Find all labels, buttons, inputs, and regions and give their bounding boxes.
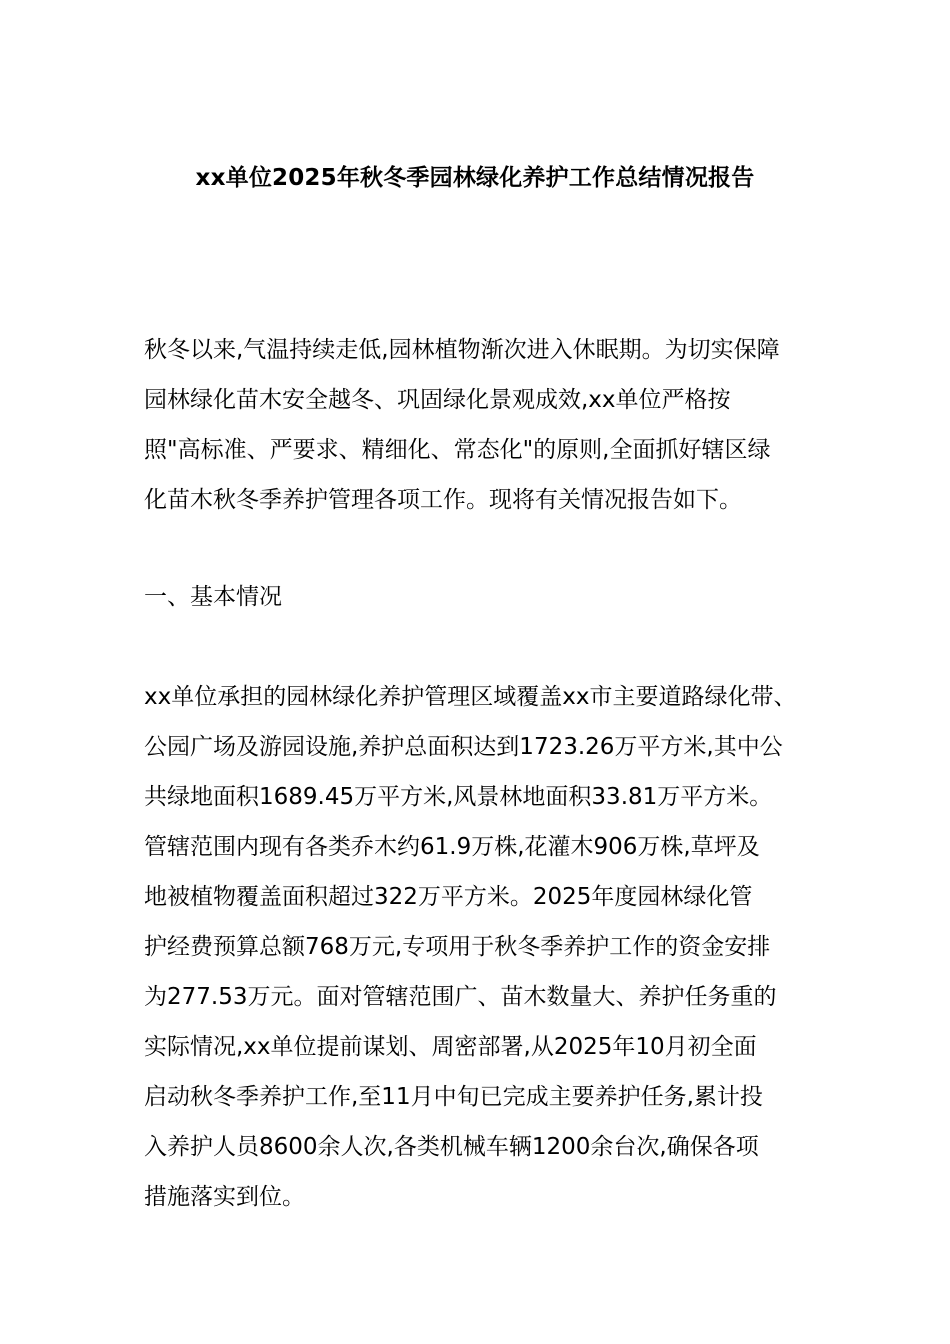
text-line: xx单位承担的园林绿化养护管理区域覆盖xx市主要道路绿化带、	[144, 684, 797, 710]
text-line: 实际情况,xx单位提前谋划、周密部署,从2025年10月初全面	[144, 1034, 757, 1060]
section-heading-text: 一、基本情况	[144, 584, 282, 610]
document-title: xx单位2025年秋冬季园林绿化养护工作总结情况报告	[195, 165, 755, 191]
section-heading-basic	[144, 572, 810, 622]
text-line: 秋冬以来,气温持续走低,园林植物渐次进入休眠期。为切实保障	[144, 337, 780, 363]
text-line: 管辖范围内现有各类乔木约61.9万株,花灌木906万株,草坪及	[144, 834, 760, 860]
text-line: 公园广场及游园设施,养护总面积达到1723.26万平方米,其中公	[144, 734, 783, 760]
text-line: 措施落实到位。	[144, 1184, 305, 1210]
basic-situation-paragraph	[144, 672, 810, 1222]
text-line: 护经费预算总额768万元,专项用于秋冬季养护工作的资金安排	[144, 934, 771, 960]
text-line: 照"高标准、严要求、精细化、常态化"的原则,全面抓好辖区绿	[144, 437, 771, 463]
text-line: 为277.53万元。面对管辖范围广、苗木数量大、养护任务重的	[144, 984, 777, 1010]
text-line: 化苗木秋冬季养护管理各项工作。现将有关情况报告如下。	[144, 487, 742, 513]
text-line: 园林绿化苗木安全越冬、巩固绿化景观成效,xx单位严格按	[144, 387, 731, 413]
text-line: 启动秋冬季养护工作,至11月中旬已完成主要养护任务,累计投	[144, 1084, 763, 1110]
text-line: 共绿地面积1689.45万平方米,风景林地面积33.81万平方米。	[144, 784, 773, 810]
intro-paragraph	[144, 325, 810, 525]
text-line: 入养护人员8600余人次,各类机械车辆1200余台次,确保各项	[144, 1134, 759, 1160]
text-line: 地被植物覆盖面积超过322万平方米。2025年度园林绿化管	[144, 884, 753, 910]
